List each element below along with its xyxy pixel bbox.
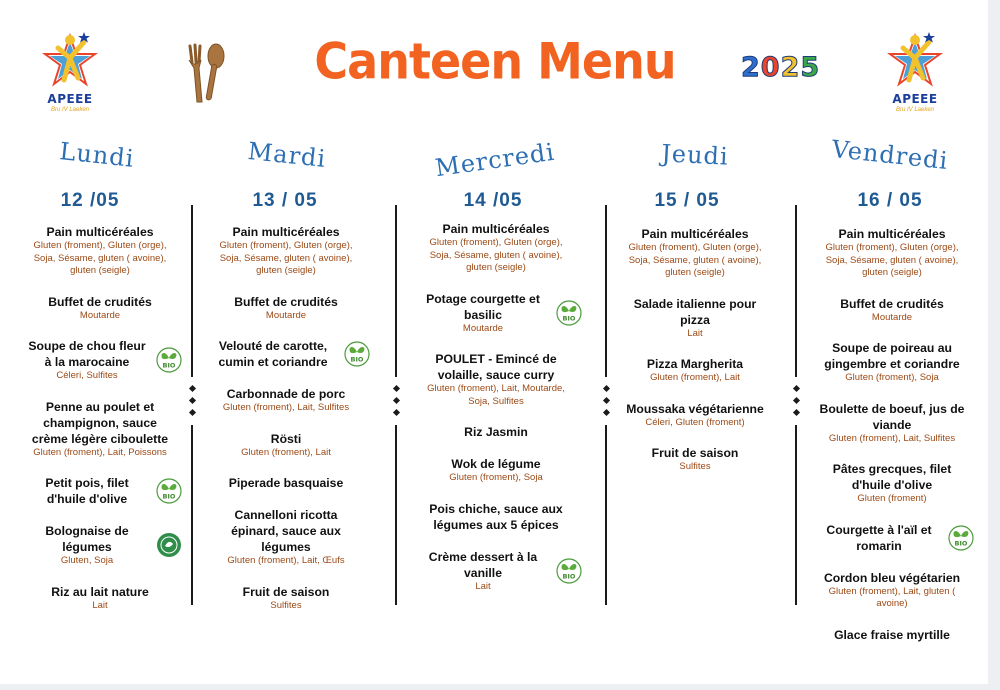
- dish-allergens: Sulfites: [679, 461, 711, 472]
- page-title: Canteen Menu: [314, 31, 676, 91]
- menu-item: [210, 386, 362, 415]
- day-name-mercredi: Mercredi: [433, 137, 557, 183]
- menu-item: [418, 424, 574, 440]
- column-divider: [395, 205, 397, 377]
- dish-name: Pizza Margherita: [646, 357, 744, 371]
- menu-item: [26, 475, 174, 507]
- dish-name: Pain multicéréales: [442, 222, 550, 236]
- logo-tagline: Bru IV Laeken: [50, 107, 90, 113]
- bio-leaf-icon: [556, 300, 582, 326]
- bio-leaf-icon: [556, 558, 582, 584]
- apeee-logo-left: [40, 30, 100, 120]
- bio-leaf-icon: [156, 347, 182, 373]
- dish-allergens: Moutarde: [462, 322, 504, 334]
- dish-name: Salade italienne pour pizza: [633, 296, 757, 327]
- menu-item: [418, 549, 574, 594]
- menu-item: [210, 294, 362, 323]
- dish-name: Penne au poulet et champignon, sauce crème légère ciboulette: [31, 399, 169, 446]
- day-date-jeudi: 15 / 05: [654, 190, 720, 211]
- menu-item: [26, 338, 174, 383]
- divider-diamond: [792, 385, 799, 392]
- dish-allergens: Gluten (froment), Lait, Poissons: [33, 446, 167, 458]
- year-digit: 5: [800, 52, 821, 83]
- menu-item: [818, 627, 966, 643]
- dish-allergens: Gluten (froment), Soja: [449, 472, 543, 483]
- divider-diamond: [602, 385, 609, 392]
- dish-allergens: Moutarde: [79, 309, 121, 321]
- dish-allergens: Sulfites: [270, 599, 302, 611]
- dish-allergens: Gluten (froment), Lait, Sulfites: [828, 432, 956, 444]
- column-divider: [605, 425, 607, 605]
- menu-item: [620, 401, 770, 430]
- divider-diamond: [602, 397, 609, 404]
- menu-item: [620, 445, 770, 474]
- day-date-lundi: 12 /05: [60, 190, 120, 211]
- dish-name: Soupe de chou fleur à la marocaine: [28, 339, 146, 369]
- dish-name: Piperade basquaise: [228, 476, 344, 490]
- bio-leaf-icon: [156, 478, 182, 504]
- svg-text:BIO: BIO: [350, 355, 364, 364]
- dish-name: Rösti: [270, 431, 302, 446]
- column-divider: [395, 425, 397, 605]
- menu-item: [818, 570, 966, 611]
- menu-item: [210, 431, 362, 460]
- star-figure-icon: [885, 30, 945, 92]
- dish-name: POULET - Emincé de volaille, sauce curry: [435, 352, 557, 382]
- svg-text:BIO: BIO: [562, 314, 576, 323]
- menu-column-mercredi: [418, 221, 574, 609]
- dish-allergens: Céleri, Gluten (froment): [645, 416, 745, 428]
- year-digit: 2: [780, 52, 801, 83]
- divider-diamond: [188, 409, 195, 416]
- dish-name: Soupe de poireau au gingembre et coriandre: [824, 341, 960, 371]
- menu-item: [418, 456, 574, 485]
- dish-name: Courgette à l'aïl et romarin: [826, 522, 932, 553]
- menu-item: [818, 522, 966, 554]
- day-name-lundi: Lundi: [58, 137, 136, 173]
- menu-item: [620, 226, 770, 280]
- dish-name: Wok de légume: [451, 457, 541, 471]
- dish-allergens: Gluten (froment), Gluten (orge), Soja, Sésame, gluten ( avoine), gluten (seigle): [33, 240, 167, 276]
- dish-name: Carbonnade de porc: [226, 387, 346, 401]
- dish-name: Pain multicéréales: [641, 227, 749, 241]
- dish-allergens: Moutarde: [871, 311, 913, 323]
- menu-item: [26, 224, 174, 278]
- menu-column-vendredi: [818, 226, 966, 659]
- year-digit: 0: [760, 52, 781, 83]
- menu-item: [418, 501, 574, 533]
- vegetarian-badge-icon: [156, 532, 182, 558]
- day-date-mardi: 13 / 05: [252, 190, 318, 211]
- dish-name: Cordon bleu végétarien: [823, 570, 961, 585]
- menu-item: [418, 291, 574, 336]
- column-divider: [795, 425, 797, 605]
- menu-item: [26, 584, 174, 613]
- dish-allergens: Gluten (froment), Gluten (orge), Soja, Sésame, gluten ( avoine), gluten (seigle): [429, 237, 563, 273]
- dish-allergens: Gluten (froment), Lait: [241, 446, 331, 458]
- dish-name: Riz Jasmin: [464, 425, 528, 439]
- divider-diamond: [392, 385, 399, 392]
- dish-allergens: Lait: [475, 580, 491, 592]
- year-badge: [741, 52, 820, 83]
- day-name-mardi: Mardi: [246, 136, 328, 174]
- dish-name: Pain multicéréales: [46, 225, 154, 239]
- dish-name: Buffet de crudités: [48, 294, 152, 309]
- divider-diamond: [792, 397, 799, 404]
- dish-name: Petit pois, filet d'huile d'olive: [45, 476, 129, 506]
- svg-text:BIO: BIO: [162, 492, 176, 501]
- dish-name: Moussaka végétarienne: [626, 401, 764, 416]
- dish-name: Velouté de carotte, cumin et coriandre: [218, 339, 328, 369]
- menu-item: [210, 584, 362, 613]
- dish-allergens: Moutarde: [265, 309, 307, 321]
- menu-item: [620, 296, 770, 341]
- dish-allergens: Gluten (froment), Soja: [845, 372, 939, 383]
- day-date-vendredi: 16 / 05: [857, 190, 923, 211]
- dish-name: Fruit de saison: [651, 446, 739, 460]
- logo-text: APEEE: [47, 92, 93, 106]
- divider-diamond: [602, 409, 609, 416]
- dish-name: Boulette de boeuf, jus de viande: [819, 401, 965, 432]
- bio-leaf-icon: [948, 525, 974, 551]
- dish-allergens: Lait: [92, 599, 108, 611]
- dish-allergens: Gluten, Soja: [60, 555, 114, 566]
- dish-name: Pâtes grecques, filet d'huile d'olive: [832, 462, 952, 492]
- menu-item: [26, 399, 174, 460]
- dish-name: Bolognaise de légumes: [45, 524, 129, 554]
- svg-text:BIO: BIO: [562, 572, 576, 581]
- column-divider: [795, 205, 797, 377]
- dish-name: Crème dessert à la vanille: [428, 549, 538, 580]
- divider-diamond: [188, 397, 195, 404]
- dish-name: Cannelloni ricotta épinard, sauce aux légumes: [231, 508, 341, 554]
- dish-allergens: Gluten (froment): [857, 493, 927, 504]
- menu-item: [418, 221, 574, 275]
- day-date-mercredi: 14 /05: [463, 190, 523, 211]
- dish-allergens: Gluten (froment), Lait: [650, 372, 740, 383]
- divider-diamond: [392, 397, 399, 404]
- column-divider: [191, 205, 193, 377]
- menu-item: [620, 356, 770, 385]
- bio-leaf-icon: [344, 341, 370, 367]
- dish-name: Buffet de crudités: [840, 296, 944, 311]
- dish-allergens: Gluten (froment), Gluten (orge), Soja, Sésame, gluten ( avoine), gluten (seigle): [825, 242, 959, 278]
- column-divider: [191, 425, 193, 605]
- menu-item: [418, 351, 574, 408]
- star-figure-icon: [40, 30, 100, 92]
- dish-allergens: Gluten (froment), Lait, gluten ( avoine): [828, 585, 956, 609]
- dish-name: Glace fraise myrtille: [834, 627, 950, 642]
- dish-allergens: Céleri, Sulfites: [56, 370, 118, 381]
- menu-item: [26, 523, 174, 568]
- year-digit: 2: [741, 52, 761, 83]
- dish-allergens: Gluten (froment), Gluten (orge), Soja, Sésame, gluten ( avoine), gluten (seigle): [628, 242, 762, 278]
- dish-name: Buffet de crudités: [234, 294, 338, 309]
- svg-text:BIO: BIO: [162, 361, 176, 370]
- dish-allergens: Gluten (froment), Lait, Œufs: [227, 555, 345, 566]
- dish-allergens: Gluten (froment), Lait, Moutarde, Soja, Sulfites: [427, 383, 565, 407]
- menu-item: [210, 338, 362, 370]
- menu-item: [818, 401, 966, 446]
- divider-diamond: [188, 385, 195, 392]
- dish-name: Pain multicéréales: [838, 227, 946, 241]
- day-name-vendredi: Vendredi: [830, 134, 950, 176]
- dish-name: Fruit de saison: [242, 584, 330, 599]
- menu-item: [818, 340, 966, 385]
- divider-diamond: [792, 409, 799, 416]
- svg-text:BIO: BIO: [954, 539, 968, 547]
- menu-item: [818, 461, 966, 506]
- column-divider: [605, 205, 607, 377]
- logo-text: APEEE: [892, 92, 938, 106]
- menu-item: [210, 475, 362, 491]
- menu-item: [210, 224, 362, 278]
- menu-item: [26, 294, 174, 323]
- day-name-jeudi: Jeudi: [660, 139, 730, 171]
- menu-column-lundi: [26, 224, 174, 628]
- divider-diamond: [392, 409, 399, 416]
- menu-item: [818, 296, 966, 325]
- dish-allergens: Gluten (froment), Lait, Sulfites: [222, 402, 350, 413]
- apeee-logo-right: [885, 30, 945, 120]
- menu-item: [210, 507, 362, 568]
- menu-item: [818, 226, 966, 280]
- dish-allergens: Lait: [687, 327, 703, 339]
- dish-name: Potage courgette et basilic: [426, 291, 540, 322]
- menu-column-jeudi: [620, 226, 770, 490]
- dish-name: Pain multicéréales: [232, 225, 340, 239]
- dish-name: Riz au lait nature: [51, 584, 149, 599]
- dish-allergens: Gluten (froment), Gluten (orge), Soja, Sésame, gluten ( avoine), gluten (seigle): [219, 240, 353, 276]
- wooden-spoon-fork-icon: [186, 42, 232, 104]
- dish-name: Pois chiche, sauce aux légumes aux 5 épices: [429, 501, 563, 532]
- menu-column-mardi: [210, 224, 362, 628]
- logo-tagline: Bru IV Laeken: [895, 107, 935, 113]
